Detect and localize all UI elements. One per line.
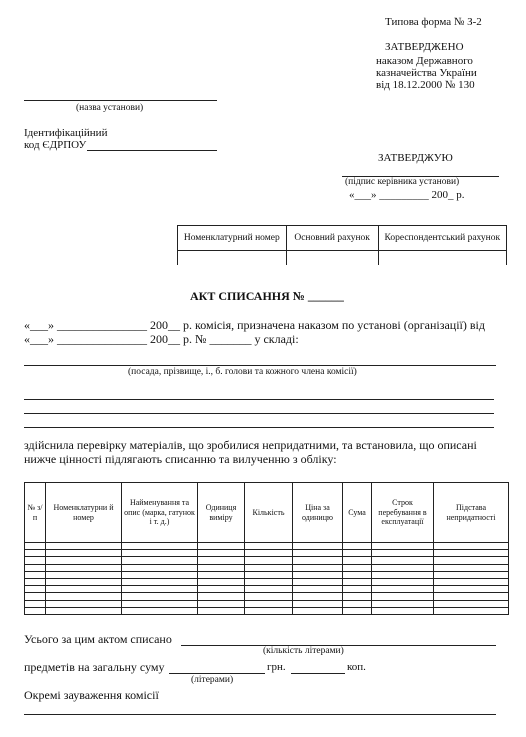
table-cell[interactable] (25, 550, 46, 557)
signature-caption: (підпис керівника установи) (345, 177, 460, 187)
table-cell[interactable] (245, 550, 293, 557)
table-row (25, 607, 509, 614)
table-cell[interactable] (372, 607, 434, 614)
kop-line (291, 673, 345, 674)
table-cell[interactable] (198, 600, 245, 607)
items-table (24, 482, 509, 615)
table-cell[interactable] (25, 571, 46, 578)
table-cell[interactable] (343, 557, 372, 564)
table-cell[interactable] (343, 600, 372, 607)
table-cell[interactable] (343, 607, 372, 614)
table-cell[interactable] (372, 593, 434, 600)
table-cell[interactable] (434, 600, 509, 607)
table-cell[interactable] (293, 578, 343, 585)
approved-line-3: від 18.12.2000 № 130 (376, 79, 475, 91)
table-cell[interactable] (198, 564, 245, 571)
members-caption: (посада, прізвище, і., б. голови та кожного члена комісії) (128, 367, 357, 377)
commission-line-1: «___» _______________ 200__ р. комісія, призначена наказом по установі (організації) від (24, 318, 485, 332)
table-cell[interactable] (434, 578, 509, 585)
approved-line-2: казначейства України (376, 67, 477, 79)
table-cell[interactable] (245, 600, 293, 607)
table-cell[interactable] (293, 564, 343, 571)
table-cell[interactable] (198, 557, 245, 564)
institution-name-line (24, 100, 217, 101)
table-cell[interactable] (122, 564, 198, 571)
commission-line-2: «___» _______________ 200__ р. № _______ у складі: (24, 332, 299, 346)
table-cell[interactable] (372, 557, 434, 564)
items-header-reason: Підстава непридатності (434, 483, 509, 543)
table-cell[interactable] (25, 578, 46, 585)
table-cell[interactable] (434, 571, 509, 578)
table-cell[interactable] (46, 557, 122, 564)
table-cell[interactable] (25, 543, 46, 550)
table-cell[interactable] (293, 607, 343, 614)
codes-cell[interactable] (178, 251, 287, 266)
table-cell[interactable] (343, 593, 372, 600)
items-header-nomenclature: Номенклатурни й номер (46, 483, 122, 543)
table-cell[interactable] (372, 586, 434, 593)
table-cell[interactable] (245, 564, 293, 571)
table-cell[interactable] (25, 593, 46, 600)
approval-date: «___» _________ 200_ р. (349, 189, 465, 201)
table-cell[interactable] (245, 593, 293, 600)
uah-label: грн. (267, 661, 286, 673)
table-cell[interactable] (198, 550, 245, 557)
table-cell[interactable] (46, 564, 122, 571)
members-line-4 (24, 427, 494, 428)
table-cell[interactable] (293, 571, 343, 578)
table-cell[interactable] (293, 543, 343, 550)
items-header-unit: Одиниця виміру (198, 483, 245, 543)
table-cell[interactable] (434, 564, 509, 571)
table-cell[interactable] (343, 564, 372, 571)
table-cell[interactable] (434, 557, 509, 564)
table-cell[interactable] (372, 543, 434, 550)
table-cell[interactable] (46, 578, 122, 585)
remarks-label: Окремі зауваження комісії (24, 688, 159, 702)
table-cell[interactable] (122, 550, 198, 557)
table-cell[interactable] (434, 593, 509, 600)
table-cell[interactable] (372, 550, 434, 557)
table-cell[interactable] (122, 557, 198, 564)
table-cell[interactable] (122, 586, 198, 593)
table-cell[interactable] (372, 600, 434, 607)
table-cell[interactable] (343, 578, 372, 585)
sum-label: предметів на загальну суму (24, 660, 165, 674)
table-row (25, 564, 509, 571)
table-cell[interactable] (434, 586, 509, 593)
table-cell[interactable] (293, 586, 343, 593)
table-cell[interactable] (46, 571, 122, 578)
approved-line-1: наказом Державного (376, 55, 473, 67)
table-cell[interactable] (293, 600, 343, 607)
approval-title: ЗАТВЕРДЖУЮ (378, 152, 453, 164)
items-header-service-term: Строк перебування в експлуатації (372, 483, 434, 543)
table-cell[interactable] (372, 578, 434, 585)
items-header-number: № з/п (25, 483, 46, 543)
table-cell[interactable] (25, 586, 46, 593)
table-cell[interactable] (434, 550, 509, 557)
approved-title: ЗАТВЕРДЖЕНО (385, 41, 464, 53)
table-cell[interactable] (25, 557, 46, 564)
table-cell[interactable] (245, 571, 293, 578)
kop-label: коп. (347, 661, 366, 673)
table-cell[interactable] (198, 593, 245, 600)
table-cell[interactable] (343, 550, 372, 557)
table-cell[interactable] (122, 578, 198, 585)
codes-header-main-account: Основний рахунок (286, 226, 378, 251)
table-cell[interactable] (122, 600, 198, 607)
members-line-3 (24, 413, 494, 414)
edrpou-label-2: код ЄДРПОУ (24, 139, 87, 151)
form-number: Типова форма № З-2 (385, 16, 482, 28)
sum-caption: (літерами) (191, 675, 234, 685)
table-cell[interactable] (25, 564, 46, 571)
finding-line-1: здійснила перевірку матеріалів, що зробилися непридатними, та встановила, що описані (24, 438, 477, 452)
table-cell[interactable] (293, 593, 343, 600)
table-cell[interactable] (46, 600, 122, 607)
items-header-name: Найменування та опис (марка, гатунок і т. д.) (122, 483, 198, 543)
table-cell[interactable] (245, 607, 293, 614)
codes-header-nomenclature: Номенклатурний номер (178, 226, 287, 251)
table-row (25, 571, 509, 578)
members-line-2 (24, 399, 494, 400)
table-cell[interactable] (198, 586, 245, 593)
members-line (24, 365, 496, 366)
act-title: АКТ СПИСАННЯ № ______ (190, 289, 344, 303)
table-cell[interactable] (343, 543, 372, 550)
table-cell[interactable] (198, 571, 245, 578)
table-cell[interactable] (46, 550, 122, 557)
table-cell[interactable] (434, 543, 509, 550)
table-cell[interactable] (46, 586, 122, 593)
table-cell[interactable] (245, 586, 293, 593)
table-cell[interactable] (245, 578, 293, 585)
table-cell[interactable] (198, 543, 245, 550)
table-cell[interactable] (25, 600, 46, 607)
table-cell[interactable] (122, 593, 198, 600)
table-cell[interactable] (434, 607, 509, 614)
items-header-price: Ціна за одиницю (293, 483, 343, 543)
table-row (25, 600, 509, 607)
finding-line-2: нижче цінності підлягають списанню та вилученню з обліку: (24, 452, 337, 466)
sum-words-line (169, 673, 265, 674)
table-row (25, 578, 509, 585)
items-body (25, 543, 509, 615)
total-caption: (кількість літерами) (263, 646, 344, 656)
table-row (25, 557, 509, 564)
codes-header-corr-account: Кореспондентський рахунок (378, 226, 506, 251)
table-cell[interactable] (46, 607, 122, 614)
codes-cell[interactable] (378, 251, 506, 266)
table-cell[interactable] (46, 543, 122, 550)
table-cell[interactable] (198, 607, 245, 614)
table-row (25, 543, 509, 550)
table-cell[interactable] (245, 557, 293, 564)
codes-cell[interactable] (286, 251, 378, 266)
table-cell[interactable] (198, 578, 245, 585)
total-label: Усього за цим актом списано (24, 632, 172, 646)
items-header-sum: Сума (343, 483, 372, 543)
table-cell[interactable] (343, 571, 372, 578)
table-row (25, 550, 509, 557)
table-cell[interactable] (372, 571, 434, 578)
edrpou-line (87, 150, 217, 151)
edrpou-label-1: Ідентифікаційний (24, 127, 108, 139)
table-cell[interactable] (343, 586, 372, 593)
table-cell[interactable] (245, 543, 293, 550)
table-cell[interactable] (293, 550, 343, 557)
table-row (25, 593, 509, 600)
remarks-line (24, 714, 496, 715)
table-cell[interactable] (293, 557, 343, 564)
table-cell[interactable] (122, 571, 198, 578)
table-cell[interactable] (122, 607, 198, 614)
table-cell[interactable] (122, 543, 198, 550)
table-cell[interactable] (372, 564, 434, 571)
items-header-quantity: Кількість (245, 483, 293, 543)
codes-table (177, 225, 507, 265)
table-row (25, 586, 509, 593)
table-cell[interactable] (46, 593, 122, 600)
table-cell[interactable] (25, 607, 46, 614)
institution-name-caption: (назва установи) (76, 103, 144, 113)
